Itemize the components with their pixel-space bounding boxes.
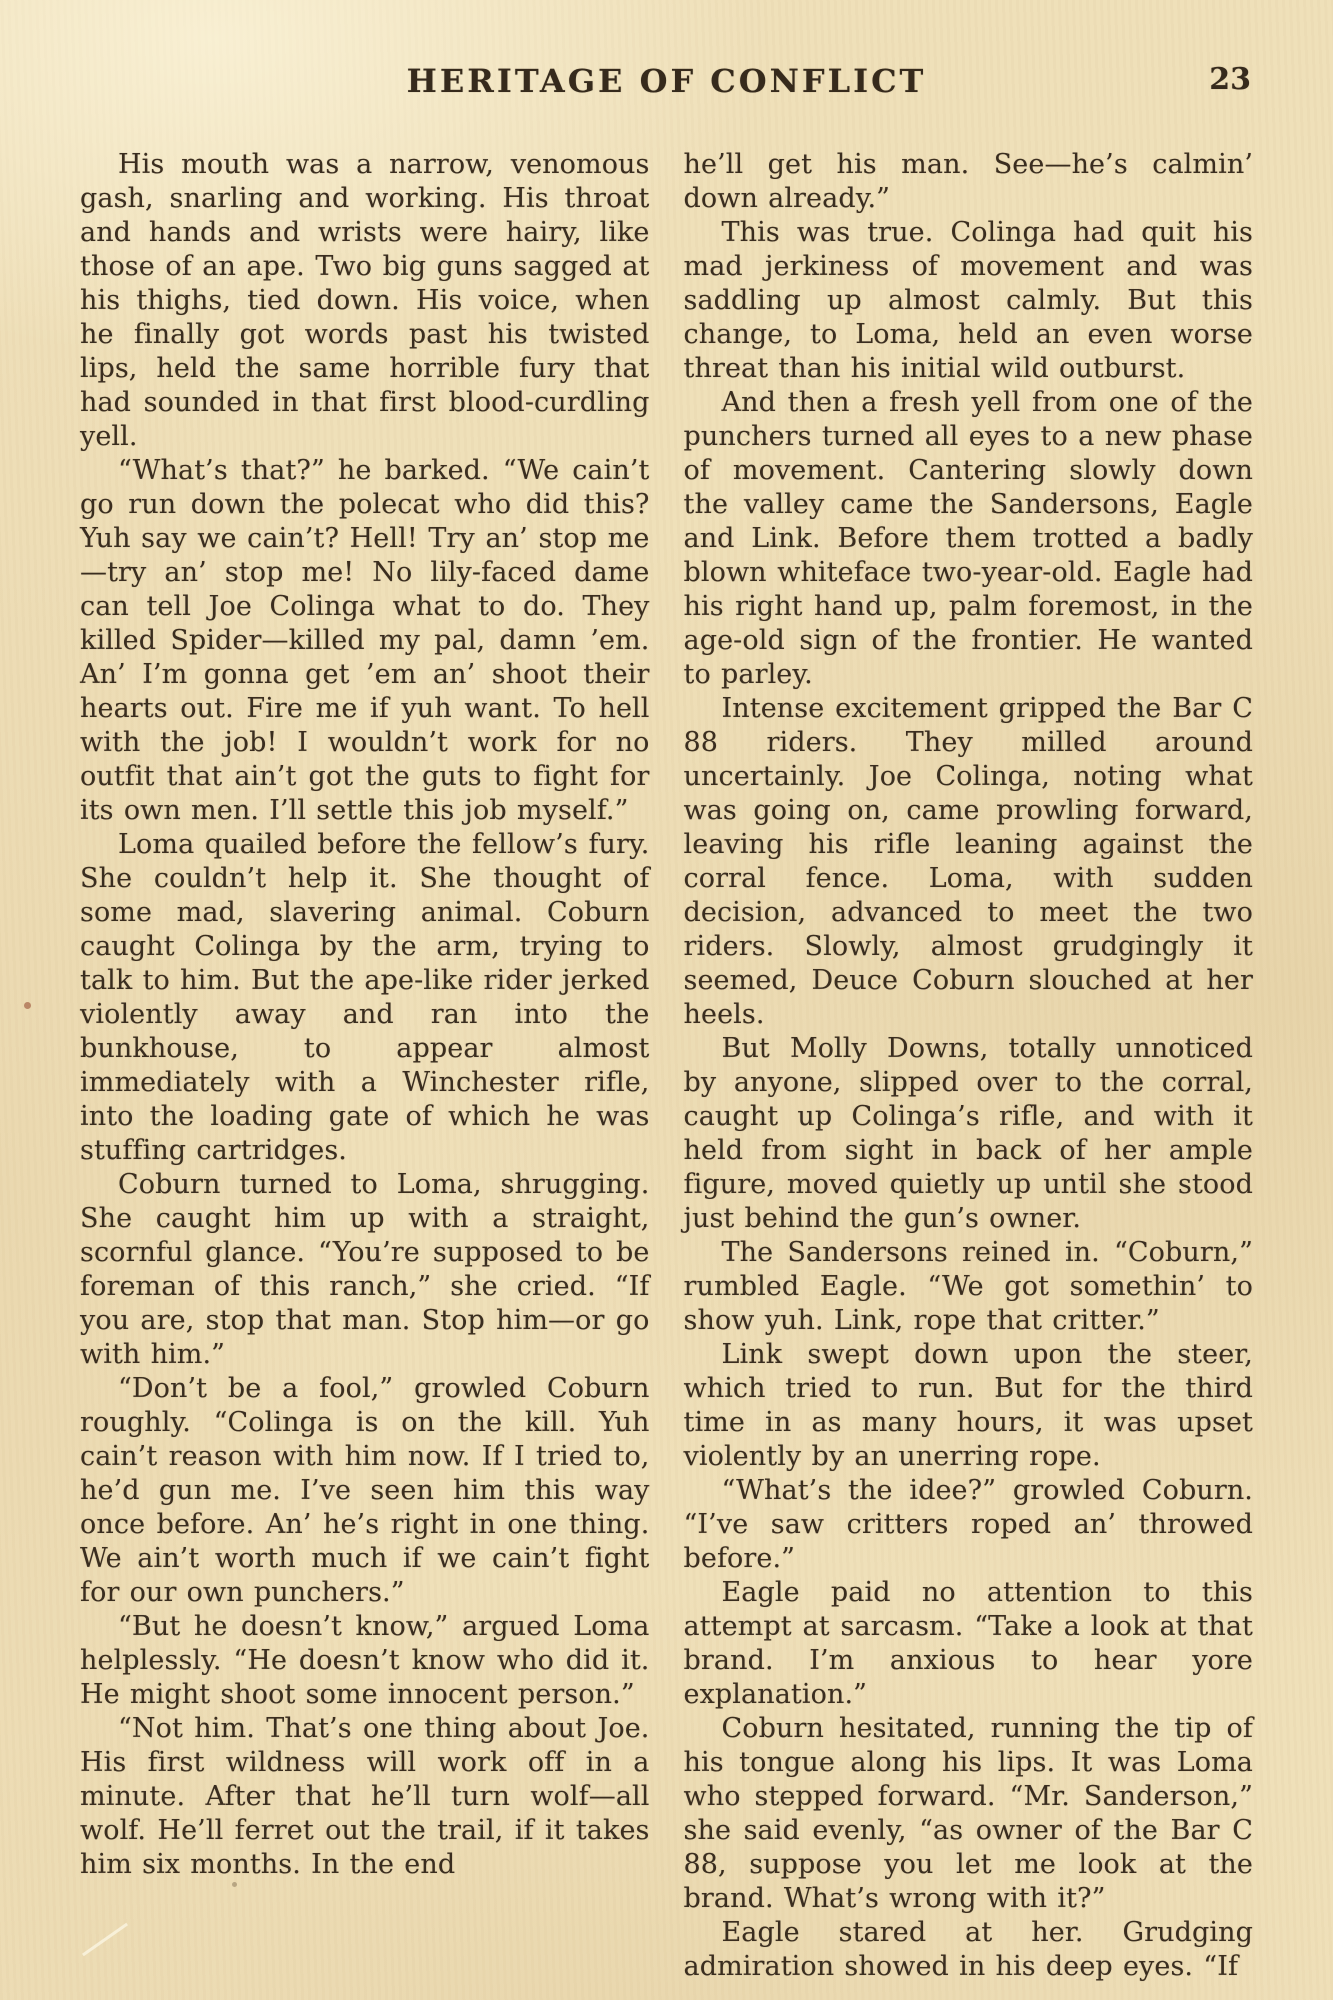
paragraph: “But he doesn’t know,” argued Loma helplessly. “He doesn’t know who did it. He might shoot some innocent person.” [80,1611,650,1710]
text-columns [0,148,1333,1984]
paragraph: “What’s that?” he barked. “We cain’t go run down the polecat who did this? Yuh say we cain’t? Hell! Try an’ stop me—try an’ stop me! No lily-faced dame can tell Joe Colinga what to do. They killed Spider—killed my pal, damn ’em. An’ I’m gonna get ’em an’ shoot their hearts out. Fire me if yuh want. To hell with the job! I wouldn’t work for no outfit that ain’t got the guts to fight for its own men. I’ll settle this job myself.” [80,455,650,826]
paper-speck [24,1002,31,1009]
paragraph: “Not him. That’s one thing about Joe. His first wildness will work off in a minute. After that he’ll turn wolf—all wolf. He’ll ferret out the trail, if it takes him six months. In the end [80,1713,650,1880]
paragraph: The Sandersons reined in. “Coburn,” rumbled Eagle. “We got somethin’ to show yuh. Link, rope that critter.” [683,1237,1253,1336]
paragraph: “What’s the idee?” growled Coburn. “I’ve saw critters roped an’ throwed before.” [683,1475,1253,1574]
paragraph: And then a fresh yell from one of the punchers turned all eyes to a new phase of movement. Cantering slowly down the valley came the Sandersons, Eagle and Link. Before them trotted a badly blown whiteface two-year-old. Eagle had his right hand up, palm foremost, in the age-old sign of the frontier. He wanted to parley. [683,387,1253,690]
left-column [80,148,650,1984]
paragraph: Loma quailed before the fellow’s fury. She couldn’t help it. She thought of some mad, slavering animal. Coburn caught Colinga by the arm, trying to talk to him. But the ape-like rider jerked violently away and ran into the bunkhouse, to appear almost immediately with a Winchester rifle, into the loading gate of which he was stuffing cartridges. [80,829,650,1166]
paragraph: But Molly Downs, totally unnoticed by anyone, slipped over to the corral, caught up Colinga’s rifle, and with it held from sight in back of her ample figure, moved quietly up until she stood just behind the gun’s owner. [683,1033,1253,1234]
paragraph: he’ll get his man. See—he’s calmin’ down already.” [683,149,1253,214]
paragraph: Link swept down upon the steer, which tried to run. But for the third time in as many hours, it was upset violently by an unerring rope. [683,1339,1253,1472]
page-number: 23 [1209,62,1251,97]
paragraph: Eagle stared at her. Grudging admiration showed in his deep eyes. “If [683,1917,1253,1982]
paper-speck [232,1882,237,1887]
paragraph: Intense excitement gripped the Bar C 88 riders. They milled around uncertainly. Joe Colinga, noting what was going on, came prowling forward, leaving his rifle leaning against the corral fence. Loma, with sudden decision, advanced to meet the two riders. Slowly, almost grudgingly it seemed, Deuce Coburn slouched at her heels. [683,693,1253,1030]
paragraph: His mouth was a narrow, venomous gash, snarling and working. His throat and hands and wrists were hairy, like those of an ape. Two big guns sagged at his thighs, tied down. His voice, when he finally got words past his twisted lips, held the same horrible fury that had sounded in that first blood-curdling yell. [80,149,650,452]
paragraph: This was true. Colinga had quit his mad jerkiness of movement and was saddling up almost calmly. But this change, to Loma, held an even worse threat than his initial wild outburst. [683,217,1253,384]
paragraph: Coburn turned to Loma, shrugging. She caught him up with a straight, scornful glance. “You’re supposed to be foreman of this ranch,” she cried. “If you are, stop that man. Stop him—or go with him.” [80,1169,650,1370]
page-title: HERITAGE OF CONFLICT [406,62,927,100]
page-header [0,0,1333,108]
paragraph: Coburn hesitated, running the tip of his tongue along his lips. It was Loma who stepped forward. “Mr. Sanderson,” she said evenly, “as owner of the Bar C 88, suppose you let me look at the brand. What’s wrong with it?” [683,1713,1253,1914]
paragraph: “Don’t be a fool,” growled Coburn roughly. “Colinga is on the kill. Yuh cain’t reason with him now. If I tried to, he’d gun me. I’ve seen him this way once before. An’ he’s right in one thing. We ain’t worth much if we cain’t fight for our own punchers.” [80,1373,650,1608]
right-column [684,148,1254,1984]
paragraph: Eagle paid no attention to this attempt at sarcasm. “Take a look at that brand. I’m anxious to hear yore explanation.” [683,1577,1253,1710]
